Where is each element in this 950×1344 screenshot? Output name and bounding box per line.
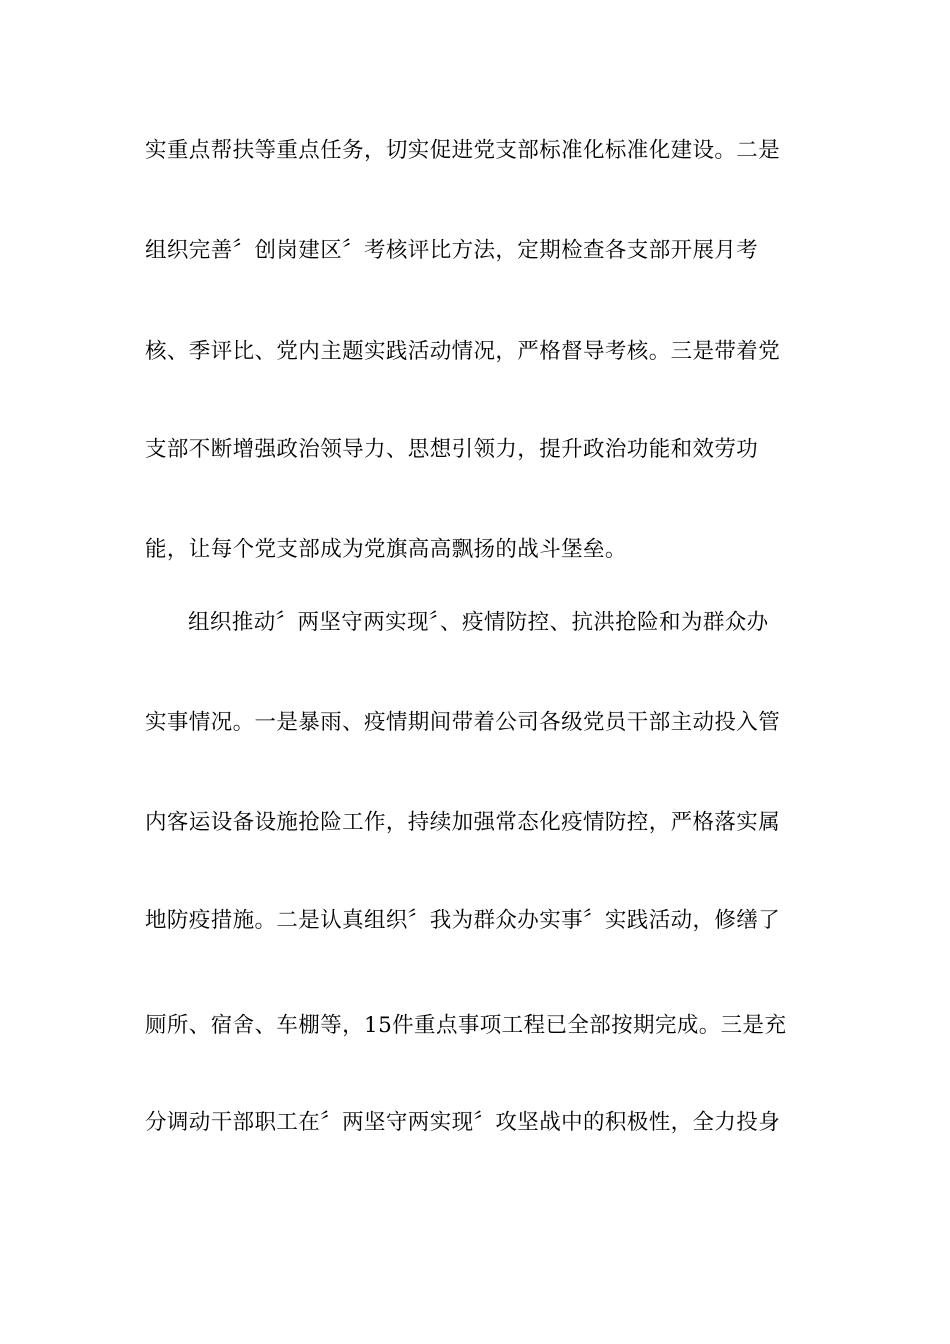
text-line-10: 厕所、宿舍、车棚等，15件重点事项工程已全部按期完成。三是充 [145, 1013, 787, 1038]
text-line-5: 能，让每个党支部成为党旗高高飘扬的战斗堡垒。 [145, 537, 627, 562]
text-line-2: 组织完善〞创岗建区〞考核评比方法，定期检查各支部开展月考 [145, 238, 759, 263]
text-line-7: 实事情况。一是暴雨、疫情期间带着公司各级党员干部主动投入管 [145, 710, 781, 735]
text-line-4: 支部不断增强政治领导力、思想引领力，提升政治功能和效劳功 [145, 437, 759, 462]
text-line-11: 分调动干部职工在〞两坚守两实现〞攻坚战中的积极性，全力投身 [145, 1110, 781, 1135]
text-line-1: 实重点帮扶等重点任务，切实促进党支部标准化标准化建设。二是 [145, 138, 781, 163]
text-line-8: 内客运设备设施抢险工作，持续加强常态化疫情防控，严格落实属 [145, 810, 781, 835]
text-line-3: 核、季评比、党内主题实践活动情况，严格督导考核。三是带着党 [145, 339, 781, 364]
paragraph-start-line: 组织推动〞两坚守两实现〞、疫情防控、抗洪抢险和为群众办 [188, 610, 769, 635]
text-line-9: 地防疫措施。二是认真组织〞我为群众办实事〞实践活动，修缮了 [145, 908, 781, 933]
